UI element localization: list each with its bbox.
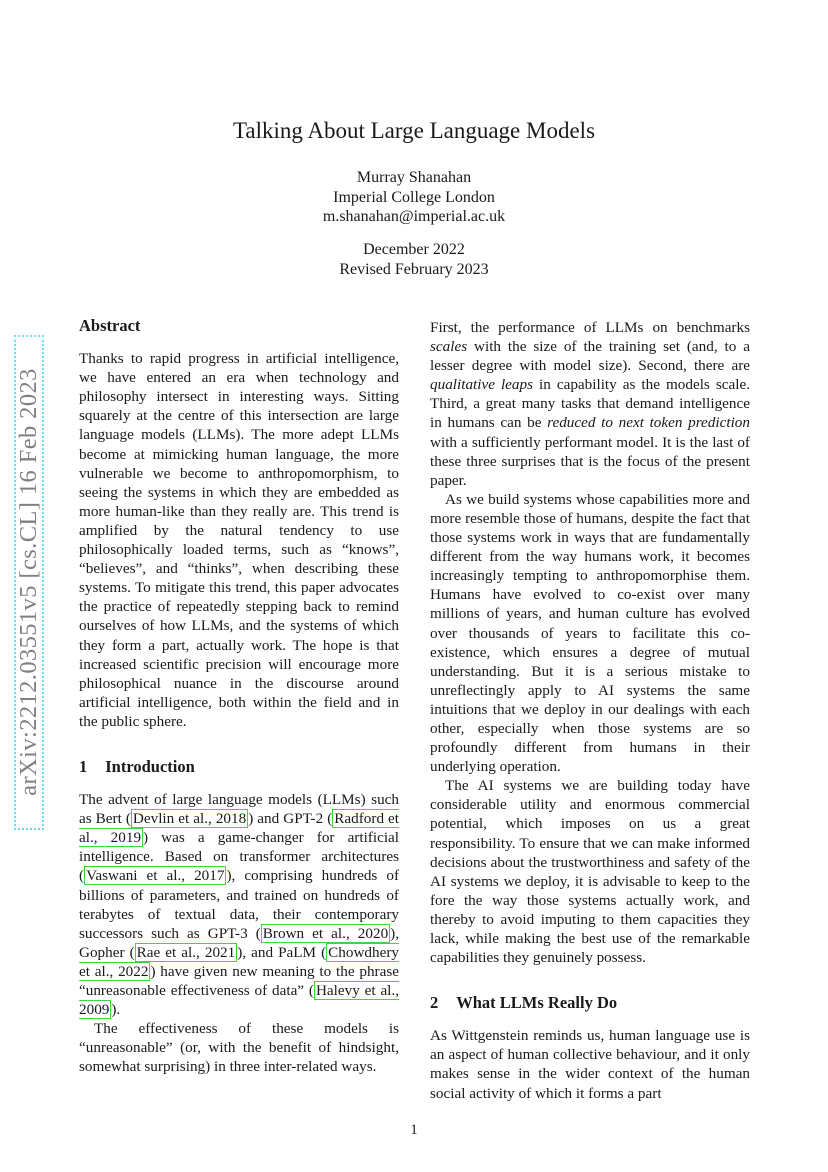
page-number: 1 <box>410 1122 418 1138</box>
section-1-heading <box>79 757 399 776</box>
author-affiliation: Imperial College London <box>333 188 495 206</box>
right-paragraph-3: The AI systems we are building today have considerable utility and enormous commercial potential, which imposes on us a great responsibility. To ensure that we can make informed decisions about the trustworthiness and safety of the AI systems we deploy, it is advisable to keep to the fore the way those systems actually work, and thereby to avoid imputing to them capacities they lack, while making the best use of the remarkable capabilities they genuinely possess. <box>430 777 750 967</box>
revised-date: Revised February 2023 <box>339 260 489 278</box>
author-name: Murray Shanahan <box>356 169 472 186</box>
right-paragraph-1: First, the performance of LLMs on benchmarks scales with the size of the training set (and, to a lesser degree with model size). Second, there are qualitative leaps in capability as the models scale. Third, a great many tasks that demand intelligence in humans can be reduced to next token prediction with a sufficiently performant model. It is the last of these three surprises that is the focus of the present paper. <box>430 319 750 489</box>
intro-paragraph-1: The advent of large language models (LLMs) such as Bert ( Devlin et al., 2018 ) and GPT-2 ( Radford et al., 2019 ) was a game-changer for artificial intelligence. Based on transformer architectures ( Vaswani et al., 2017 ), comprising hundreds of billions of parameters, and trained on hundreds of terabytes of textual data, their contemporary successors such as GPT-3 ( Brown et al., 2020 ), Gopher ( Rae et al., 2021 ), and PaLM ( Chowdhery et al., 2022 ) have given new meaning to the phrase “unreasonable effectiveness of data” ( Halevy et al., 2009 ). <box>79 791 400 1019</box>
arxiv-stamp[interactable] <box>14 335 48 830</box>
citation-devlin[interactable]: Devlin et al., 2018 <box>132 810 247 828</box>
intro-paragraph-2: The effectiveness of these models is “unreasonable” (or, with the benefit of hindsight, somewhat surprising) in three inter-related ways. <box>79 1020 399 1076</box>
section-2-paragraph: As Wittgenstein reminds us, human language use is an aspect of human collective behaviour, and it only makes sense in the wider context of the human social activity of which it forms a part <box>430 1027 750 1102</box>
left-column <box>79 316 399 1076</box>
arxiv-id[interactable]: arXiv:2212.03551v5 [cs.CL] 16 Feb 2023 <box>15 368 42 796</box>
date-block <box>0 240 828 279</box>
abstract-heading: Abstract <box>79 316 141 335</box>
citation-rae[interactable]: Rae et al., 2021 <box>136 943 236 961</box>
paper-date: December 2022 <box>363 241 465 258</box>
section-2-number: 2 <box>430 993 439 1013</box>
paper-title: Talking About Large Language Models <box>232 118 596 143</box>
citation-halevy[interactable]: Halevy et al., 2009 <box>79 982 399 1019</box>
author-block <box>0 168 828 227</box>
citation-brown[interactable]: Brown et al., 2020 <box>262 924 389 942</box>
right-paragraph-2: As we build systems whose capabilities more and more resemble those of humans, despite the fact that those systems work in ways that are fundamentally different from the way humans work, it becomes increasingly tempting to anthropomorphise them. Humans have evolved to co-exist over many millions of years, and human culture has evolved over thousands of years to facilitate this co-existence, which ensures a degree of mutual understanding. But it is a serious mistake to unreflectingly apply to AI systems the same intuitions that we deploy in our dealings with each other, especially when those systems are so profoundly different from humans in their underlying operation. <box>430 490 750 776</box>
citation-chowdhery[interactable]: Chowdhery et al., 2022 <box>79 943 399 980</box>
citation-vaswani[interactable]: Vaswani et al., 2017 <box>86 867 225 885</box>
citation-radford[interactable]: Radford et al., 2019 <box>79 810 400 847</box>
section-2-title: What LLMs Really Do <box>456 993 618 1013</box>
abstract-text: Thanks to rapid progress in artificial intelligence, we have entered an era when technology and philosophy intersect in interesting ways. Sitting squarely at the centre of this intersection are large language models (LLMs). The more adept LLMs become at mimicking human language, the more vulnerable we become to anthropomorphism, to seeing the systems in which they are embedded as more human-like than they really are. This trend is amplified by the natural tendency to use philosophically loaded terms, such as “knows”, “believes”, and “thinks”, when describing these systems. To mitigate this trend, this paper advocates the practice of repeatedly stepping back to remind ourselves of how LLMs, and the systems of which they form a part, actually work. The hope is that increased scientific precision will encourage more philosophical nuance in the discourse around artificial intelligence, both within the field and in the public sphere. <box>79 350 399 730</box>
right-column <box>430 318 750 1103</box>
author-email: m.shanahan@imperial.ac.uk <box>322 208 506 225</box>
section-2-heading <box>430 993 750 1012</box>
section-1-number: 1 <box>79 756 88 776</box>
section-1-title: Introduction <box>105 756 195 776</box>
